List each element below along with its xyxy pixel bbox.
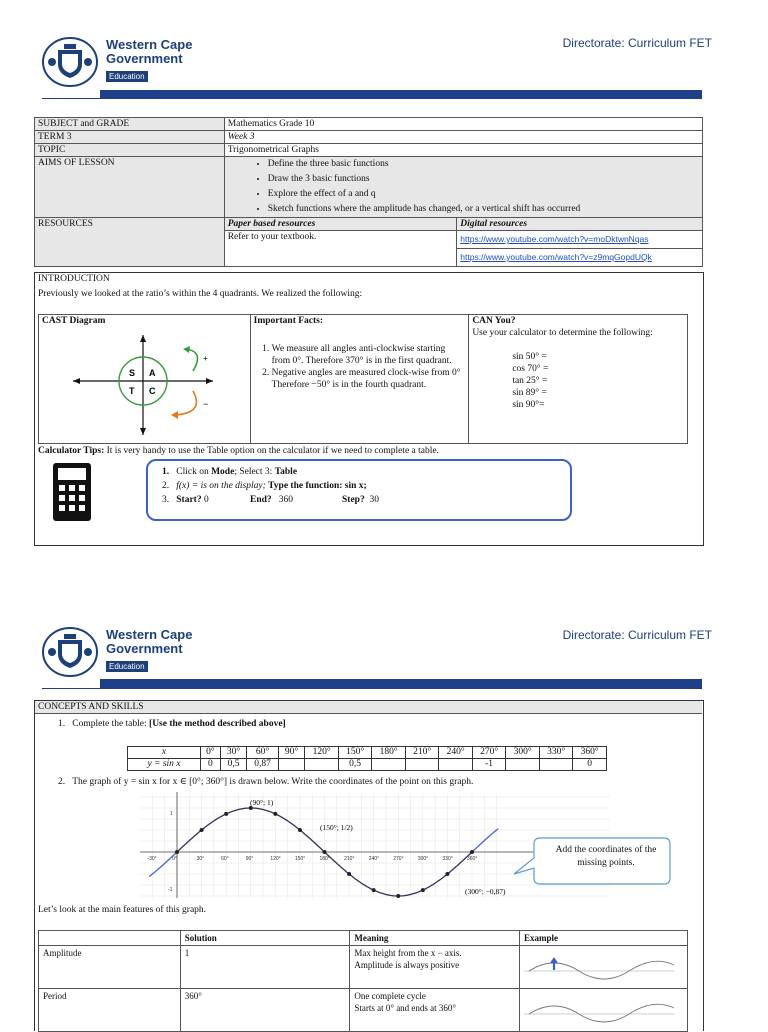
graph-point <box>200 828 204 832</box>
value-table-y-cell: 0 <box>573 759 607 771</box>
value-table-x-cell: 270° <box>472 747 506 759</box>
logo <box>42 36 202 91</box>
question-1: 1. Complete the table: [Use the method described above] <box>58 719 286 729</box>
features-header <box>39 931 181 946</box>
canyou-item: tan 25° = <box>512 376 548 386</box>
canyou-item: sin 50° = <box>512 352 547 362</box>
facts-cell <box>250 315 469 444</box>
topic-value: Trigonometrical Graphs <box>224 144 702 157</box>
cast-cell <box>39 315 251 444</box>
period-example-graph <box>524 996 674 1026</box>
resources-label: RESOURCES <box>35 218 225 267</box>
value-table-y-cell[interactable] <box>405 759 439 771</box>
x-tick-label: 60° <box>221 856 229 862</box>
graph-point <box>224 812 228 816</box>
subject-label: SUBJECT and GRADE <box>35 118 225 131</box>
features-header: Meaning <box>350 931 520 946</box>
paper-resources-heading: Paper based resources <box>224 218 457 231</box>
org-name-line1: Western Cape <box>106 627 193 642</box>
x-tick-label: 90° <box>245 856 254 862</box>
sine-curve-extension-right <box>472 829 498 852</box>
graph-point <box>421 888 425 892</box>
directorate-label: Directorate: Curriculum FET <box>562 36 712 50</box>
cast-title: CAST Diagram <box>42 316 106 326</box>
coat-of-arms-icon <box>42 36 100 88</box>
canyou-title: CAN You? <box>472 316 516 326</box>
value-table-x-cell: 90° <box>278 747 305 759</box>
canyou-list <box>512 351 684 411</box>
value-table-y-cell[interactable] <box>372 759 406 771</box>
header-rule <box>42 688 702 689</box>
digital-resources-heading: Digital resources <box>457 218 703 231</box>
y-tick-label: 1 <box>170 811 173 817</box>
graph-point <box>445 872 449 876</box>
youtube-link-2[interactable]: https://www.youtube.com/watch?v=z9mqGopdUQk <box>460 252 652 262</box>
value-table-y-label: y = sin x <box>128 759 201 771</box>
cast-t: T <box>129 386 135 396</box>
header-band <box>100 679 702 688</box>
label-150-point: (150°; 1/2) <box>320 823 353 832</box>
x-tick-label: 0° <box>172 856 177 862</box>
value-table-x-cell: 300° <box>506 747 540 759</box>
org-name-line1: Western Cape <box>106 37 193 52</box>
paper-resources-value: Refer to your textbook. <box>224 231 457 267</box>
canyou-item: sin 90°= <box>512 400 545 410</box>
org-name-line3: Education <box>106 71 148 82</box>
canyou-item: cos 70° = <box>512 364 549 374</box>
x-tick-label: 240° <box>368 856 380 862</box>
value-table-y-cell[interactable] <box>439 759 473 771</box>
aims-list <box>228 157 699 217</box>
value-table-y-cell[interactable] <box>506 759 540 771</box>
graph-point <box>347 872 351 876</box>
org-name-line2: Government <box>106 51 183 66</box>
value-table-x-cell: 240° <box>439 747 473 759</box>
x-tick-label: 330° <box>442 856 453 862</box>
cast-s: S <box>129 368 136 378</box>
feature-name: Amplitude <box>39 946 181 989</box>
graph-point <box>372 888 376 892</box>
value-table-x-cell: 0° <box>201 747 221 759</box>
value-table-x-cell: 60° <box>247 747 278 759</box>
cast-plus: + <box>203 354 208 363</box>
feature-example <box>519 989 687 1032</box>
features-header: Example <box>519 931 687 946</box>
features-intro: Let’s look at the main features of this graph. <box>38 905 207 915</box>
feature-meaning: Max height from the x − axis. Amplitude is always positive <box>350 946 520 989</box>
intro-heading: INTRODUCTION <box>38 274 110 284</box>
value-table-y-cell[interactable] <box>305 759 339 771</box>
intro-text: Previously we looked at the ratio’s within the 4 quadrants. We realized the following: <box>38 289 363 299</box>
facts-list <box>254 343 466 391</box>
label-max-point: (90°; 1) <box>250 798 274 807</box>
feature-solution: 360° <box>180 989 350 1032</box>
digital-links-cell <box>457 231 703 267</box>
aims-label: AIMS OF LESSON <box>35 157 225 218</box>
cast-c: C <box>149 386 156 396</box>
question-2: 2. The graph of y = sin x for x ∈ [0°; 360°] is drawn below. Write the coordinates of the point on this graph. <box>58 777 474 787</box>
value-table-y-cell[interactable] <box>278 759 305 771</box>
amplitude-example-graph <box>524 953 674 983</box>
aim-item: • Define the three basic functions <box>268 157 699 172</box>
value-table-y-cell: 0 <box>201 759 221 771</box>
callout-text: Add the coordinates of the missing points. <box>555 845 657 868</box>
x-tick-label: -30° <box>147 856 157 862</box>
facts-title: Important Facts: <box>253 316 324 326</box>
term-value: Week 3 <box>224 131 702 144</box>
concepts-heading: CONCEPTS AND SKILLS <box>38 702 144 712</box>
value-table-y-cell[interactable] <box>539 759 573 771</box>
term-label: TERM 3 <box>35 131 225 144</box>
graph-point <box>273 812 277 816</box>
fact-item: 2. Negative angles are measured clock-wise from 0° Therefore −50° is in the fourth quadrant. <box>272 367 466 391</box>
feature-name: Period <box>39 989 181 1032</box>
feature-example <box>519 946 687 989</box>
x-tick-label: 270° <box>393 856 404 862</box>
canyou-cell <box>469 315 688 444</box>
canyou-text: Use your calculator to determine the following: <box>472 328 653 338</box>
value-table-x-cell: 360° <box>573 747 607 759</box>
feature-meaning: One complete cycle Starts at 0° and ends at 360° <box>350 989 520 1032</box>
x-tick-label: 360° <box>467 856 478 862</box>
calc-step-2: 2. f(x) = is on the display; Type the function: sin x; <box>162 481 367 491</box>
calculator-steps-box <box>146 459 572 521</box>
subject-value: Mathematics Grade 10 <box>224 118 702 131</box>
youtube-link-1[interactable]: https://www.youtube.com/watch?v=moDktwnNqas <box>460 234 649 244</box>
cast-minus: − <box>203 399 209 409</box>
x-tick-label: 150° <box>294 856 306 862</box>
value-table-x-cell: 210° <box>405 747 439 759</box>
x-tick-label: 300° <box>417 856 429 862</box>
lesson-info-table <box>34 117 703 267</box>
features-table <box>38 930 688 1032</box>
calculator-tips-label: Calculator Tips: <box>38 446 105 456</box>
org-name-line3: Education <box>106 661 148 672</box>
graph-point <box>470 850 474 854</box>
calc-step-1: 1. Click on Mode; Select 3: Table <box>162 467 298 477</box>
aim-item: • Explore the effect of a and q <box>268 187 699 202</box>
cast-diagram <box>43 331 243 439</box>
aim-item: • Sketch functions where the amplitude has changed, or a vertical shift has occurred <box>268 202 699 217</box>
calc-step-3: 3. Start? 0 End? 360 Step? 30 <box>162 495 379 505</box>
value-table-x-cell: 330° <box>539 747 573 759</box>
header-rule <box>42 98 702 99</box>
fact-item: 1. We measure all angles anti-clockwise starting from 0°. Therefore 370° is in the first quadrant. <box>272 343 466 367</box>
graph-point <box>396 894 400 898</box>
features-header: Solution <box>180 931 350 946</box>
directorate-label: Directorate: Curriculum FET <box>562 628 712 642</box>
canyou-item: sin 89° = <box>512 388 547 398</box>
sine-value-table <box>127 746 607 771</box>
value-table-x-cell: 150° <box>338 747 372 759</box>
graph-point <box>323 850 327 854</box>
cast-a: A <box>149 368 156 378</box>
aims-cell <box>224 157 702 218</box>
calculator-tips-text: It is very handy to use the Table option on the calculator if we need to complete a table. <box>104 446 439 456</box>
calculator-icon <box>52 462 92 522</box>
value-table-y-cell: -1 <box>472 759 506 771</box>
x-tick-label: 120° <box>270 856 281 862</box>
x-tick-label: 180° <box>319 856 330 862</box>
x-tick-label: 210° <box>344 856 355 862</box>
value-table-x-cell: 30° <box>220 747 247 759</box>
feature-solution: 1 <box>180 946 350 989</box>
graph-point <box>298 828 302 832</box>
y-tick-label: -1 <box>168 887 173 893</box>
graph-point <box>175 850 179 854</box>
value-table-y-cell: 0,87 <box>247 759 278 771</box>
value-table-x-cell: 180° <box>372 747 406 759</box>
label-300-point: (300°; −0,87) <box>465 887 506 896</box>
logo <box>42 626 202 681</box>
x-tick-label: 30° <box>196 856 205 862</box>
cast-facts-table <box>38 314 688 444</box>
value-table-x-label: x <box>128 747 201 759</box>
aim-item: • Draw the 3 basic functions <box>268 172 699 187</box>
calculator-tips <box>38 445 439 457</box>
value-table-x-cell: 120° <box>305 747 339 759</box>
value-table-y-cell: 0,5 <box>338 759 372 771</box>
topic-label: TOPIC <box>35 144 225 157</box>
value-table-y-cell: 0,5 <box>220 759 247 771</box>
coat-of-arms-icon <box>42 626 100 678</box>
org-name-line2: Government <box>106 641 183 656</box>
